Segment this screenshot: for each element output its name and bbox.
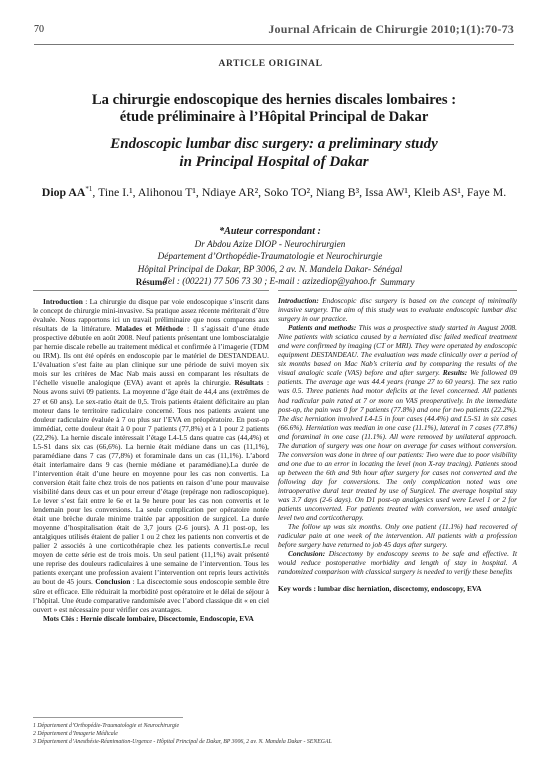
summary-heading: Summary	[380, 277, 415, 287]
footnote: 1 Département d’Orthopédie-Traumatologie et Neurochirurgie	[33, 723, 180, 729]
footnotes	[33, 717, 513, 747]
correspondence-line: Dr Abdou Azize DIOP - Neurochirurgien	[194, 239, 346, 250]
resume-results-text: : Nous avons suivi 09 patients. La moyenne d’âge était de 44,4 ans (extrêmes de 27 et 60 ans). Le sex-ratio était de 0,5. Trois patients étaient déficitaire au plan moteur dans le territoire radiculaire concerné. Tous nos patients avaient une douleur radiculaire évaluée à 7 ou plus sur l’EVA en préopératoire. En post-op immédiat, cette douleur était à 0 pour 7 patients (77,8%) et à 1 pour 2 patients (22,2%). La hernie discale intéressait l’étage L4-L5 dans quatre cas (44,4%) et L5-S1 dans six cas (66,6%). La hernie était médiane dans un cas (11,1%), paramédiane dans 7 cas (77,8%) et foraminale dans un cas (11,1%). L’abord était interlamaire dans 9 cas (hernie médiane et paramédiane).La durée de l’intervention était d’une heure en moyenne pour les cas non convertis. La conversion était faite chez trois de nos patients en raison d’une pour mauvaise visibilité dans deux cas et un pour erreur d’étage (repérage non radioscopique). Le lever s’est fait entre le 6e et la 9e heure pour les cas non convertis et le lendemain pour les conversions. La seule complication per opératoire notée était une brèche durale minime traitée par apposition de surgicel. La durée moyenne d’hospitalisation était de 3,7 jours (2-6 jours). A J1 post-op, les antalgiques utilisés étaient de palier 1 ou 2 chez les patients non convertis et de palier 2 associés à une corticothérapie chez les patients convertis.Le recul moyen de cette série est de trois mois. Un seul patient (11,1%) avait présenté une reprise des douleurs radiculaires à une semaine de l’intervention. Tous les patients exerçant une profession avaient l’intervention ont repris leurs activités au bout de 45 jours.	[33, 378, 269, 587]
summary-rule	[278, 290, 517, 291]
resume-heading: Résumé	[135, 277, 167, 287]
summary-methods-label: Patients and methods:	[288, 323, 357, 333]
correspondence-line: Hôpital Principal de Dakar, BP 3006, 2 av. N. Mandela Dakar- Sénégal	[137, 263, 403, 274]
resume-methods-label: Malades et Méthode	[115, 324, 184, 334]
resume-intro-text: : La chirurgie du disque par voie endoscopique s’inscrit dans le concept de chirurgie mini-invasive. Sa pratique assez récente mériterait d’être évaluée. Nous rapportons ici un travail préliminaire que nous comparons aux résultats de la littérature.	[33, 297, 269, 334]
title-english-line-2: in Principal Hospital of Dakar	[179, 154, 369, 170]
resume-intro-label: Introduction	[43, 297, 83, 306]
resume-conclusion-label: Conclusion	[95, 577, 131, 587]
first-author-affiliation: *1	[85, 185, 93, 194]
title-english	[40, 135, 508, 171]
resume-conclusion-text: : La discectomie sous endoscopie semble être sûre et efficace. Elle réduirait la morbidité post opératoire et le délai de séjour à l’hôpital. Une étude comparative randomisée avec l’abord classique dit « en ciel ouvert » est nécessaire pour vérifier ces avantages.	[33, 577, 269, 614]
summary-keywords	[278, 584, 517, 593]
author-list	[30, 185, 518, 200]
resume-results-label: Résultats	[234, 378, 264, 388]
summary-keywords-label: Key words : lumbar disc herniation, discectomy, endoscopy, EVA	[278, 584, 482, 594]
summary-paragraph	[278, 323, 517, 522]
correspondence-line: Tel : (00221) 77 506 73 30 ; E-mail : azizediop@yahoo.fr	[163, 275, 377, 286]
summary-followup-text: The follow up was six months. Only one patient (11.1%) had recovered of radicular pain at one week of the intervention. All patients with a profession before surgery have returned to job 45 days after surgery.	[278, 522, 517, 550]
first-author: Diop AA	[41, 185, 86, 199]
summary-methods-text: This was a prospective study started in August 2008. Nine patients with sciatica caused by a herniated disc failed medical treatment and were confirmed by imaging (CT or MRI). They were operated by endoscopic equipment DESTANDEAU. The evaluation was made clinically over a period of six months based on Mac Nab’s criteria and by comparing the results of the visual analogic scale (VAS) before and after surgery.	[278, 323, 517, 378]
footnote-rule	[33, 717, 183, 718]
header-rule	[34, 44, 514, 45]
resume-keywords	[33, 614, 269, 623]
page-number: 70	[34, 24, 44, 35]
resume-keywords-text: : Hernie discale lombaire, Discectomie, Endoscopie, EVA	[74, 613, 254, 623]
summary-intro-label: Introduction:	[278, 296, 319, 305]
title-french	[40, 92, 508, 125]
summary-paragraph	[278, 296, 517, 323]
summary-paragraph	[278, 522, 517, 549]
summary-conclusion-text: Discectomy by endoscopy seems to be safe and effective. It would reduce postoperative morbidity and length of stay in hospital. A randomized comparison with classical surgery is needed to verify these benefits	[278, 549, 517, 577]
correspondence-title: *Auteur correspondant :	[219, 226, 321, 237]
summary-results-text: We followed 09 patients. The average age was 44.4 years (range 27 to 60 years). The sex ratio was 0.5. Three patients had motor deficits at the level concerned. All patients had radicular pain rated at 7 or more on VAS preoperatively. In the immediate post-op, the pain was 0 for 7 patients (77.8%) and one for two patients (22.2%). The disc herniation involved L4-L5 in four cases (44.4%) and L5-S1 in six cases (66.6%). Herniation was median in one case (11.1%), lateral in 7 cases (77.8%) and foraminal in one case (11.1%). All were removed by unilateral approach. The duration of surgery was one hour on average for cases without conversion. The conversion was done in three of our patients: Two were due to poor visibility and one due to an error in locating the level (non X-ray tracing). Patients stood up between the 6th and 9th hour after surgery for cases not converted and the following day for conversions. The only complication noted was one intraoperative dural tear treated by use of Surgicel. The average hospital stay was 3.7 days (2-6 days). On D1 post-op analgesics used were Level 1 or 2 for patients unconverted. For patients treated with conversion, we used antalgic level two and corticotherapy.	[278, 368, 517, 523]
resume-paragraph	[33, 297, 269, 614]
correspondence-line: Département d’Orthopédie-Traumatologie et Neurochirurgie	[157, 251, 383, 262]
summary-text	[278, 296, 517, 594]
title-french-line-2: étude préliminaire à l’Hôpital Principal de Dakar	[119, 108, 429, 125]
resume-rule	[33, 290, 269, 291]
summary-conclusion-label: Conclusion:	[288, 549, 326, 559]
resume-methods-text: : Il s’agissait d’une étude prospective débutée en août 2008. Neuf patients présentant une lombosciatalgie par hernie discale rebelle au traitement médical et confirmée à l’imagerie (TDM ou IRM). Ils ont été opérés en endoscopie par le matériel de DESTANDEAU. L’évaluation s’est faite au plan clinique sur une période de suivi moyen six mois sur les critères de Mac Nab mais aussi en comparant les résultats de l’échelle visuelle analogique (EVA) avant et après la chirurgie.	[33, 324, 269, 388]
journal-citation: Journal Africain de Chirurgie 2010;1(1):70-73	[268, 22, 514, 36]
summary-paragraph	[278, 549, 517, 576]
footnote: 3 Département d’Anesthésie-Réanimation-Urgence - Hôpital Principal de Dakar, BP 3006, 2 av. N. Mandela Dakar - SENEGAL	[33, 739, 332, 746]
summary-results-label: Results:	[442, 368, 468, 378]
article-type: ARTICLE ORIGINAL	[218, 59, 323, 69]
summary-intro-text: Endoscopic disc surgery is based on the concept of minimally invasive surgery. The aim of this study was to evaluate endoscopic lumbar disc surgery in our practice.	[278, 296, 517, 324]
page-header	[34, 24, 514, 38]
resume-keywords-label: Mots Clés	[43, 613, 75, 623]
resume-text	[33, 297, 269, 623]
title-french-line-1: La chirurgie endoscopique des hernies discales lombaires :	[91, 92, 457, 108]
footnote: 2 Département d’Imagerie Médicale	[33, 731, 118, 738]
other-authors: , Tine I.¹, Alihonou T¹, Ndiaye AR², Soko TO², Niang B³, Issa AW¹, Kleib AS¹, Faye M.	[92, 185, 507, 199]
title-english-line-1: Endoscopic lumbar disc surgery: a preliminary study	[110, 136, 438, 152]
